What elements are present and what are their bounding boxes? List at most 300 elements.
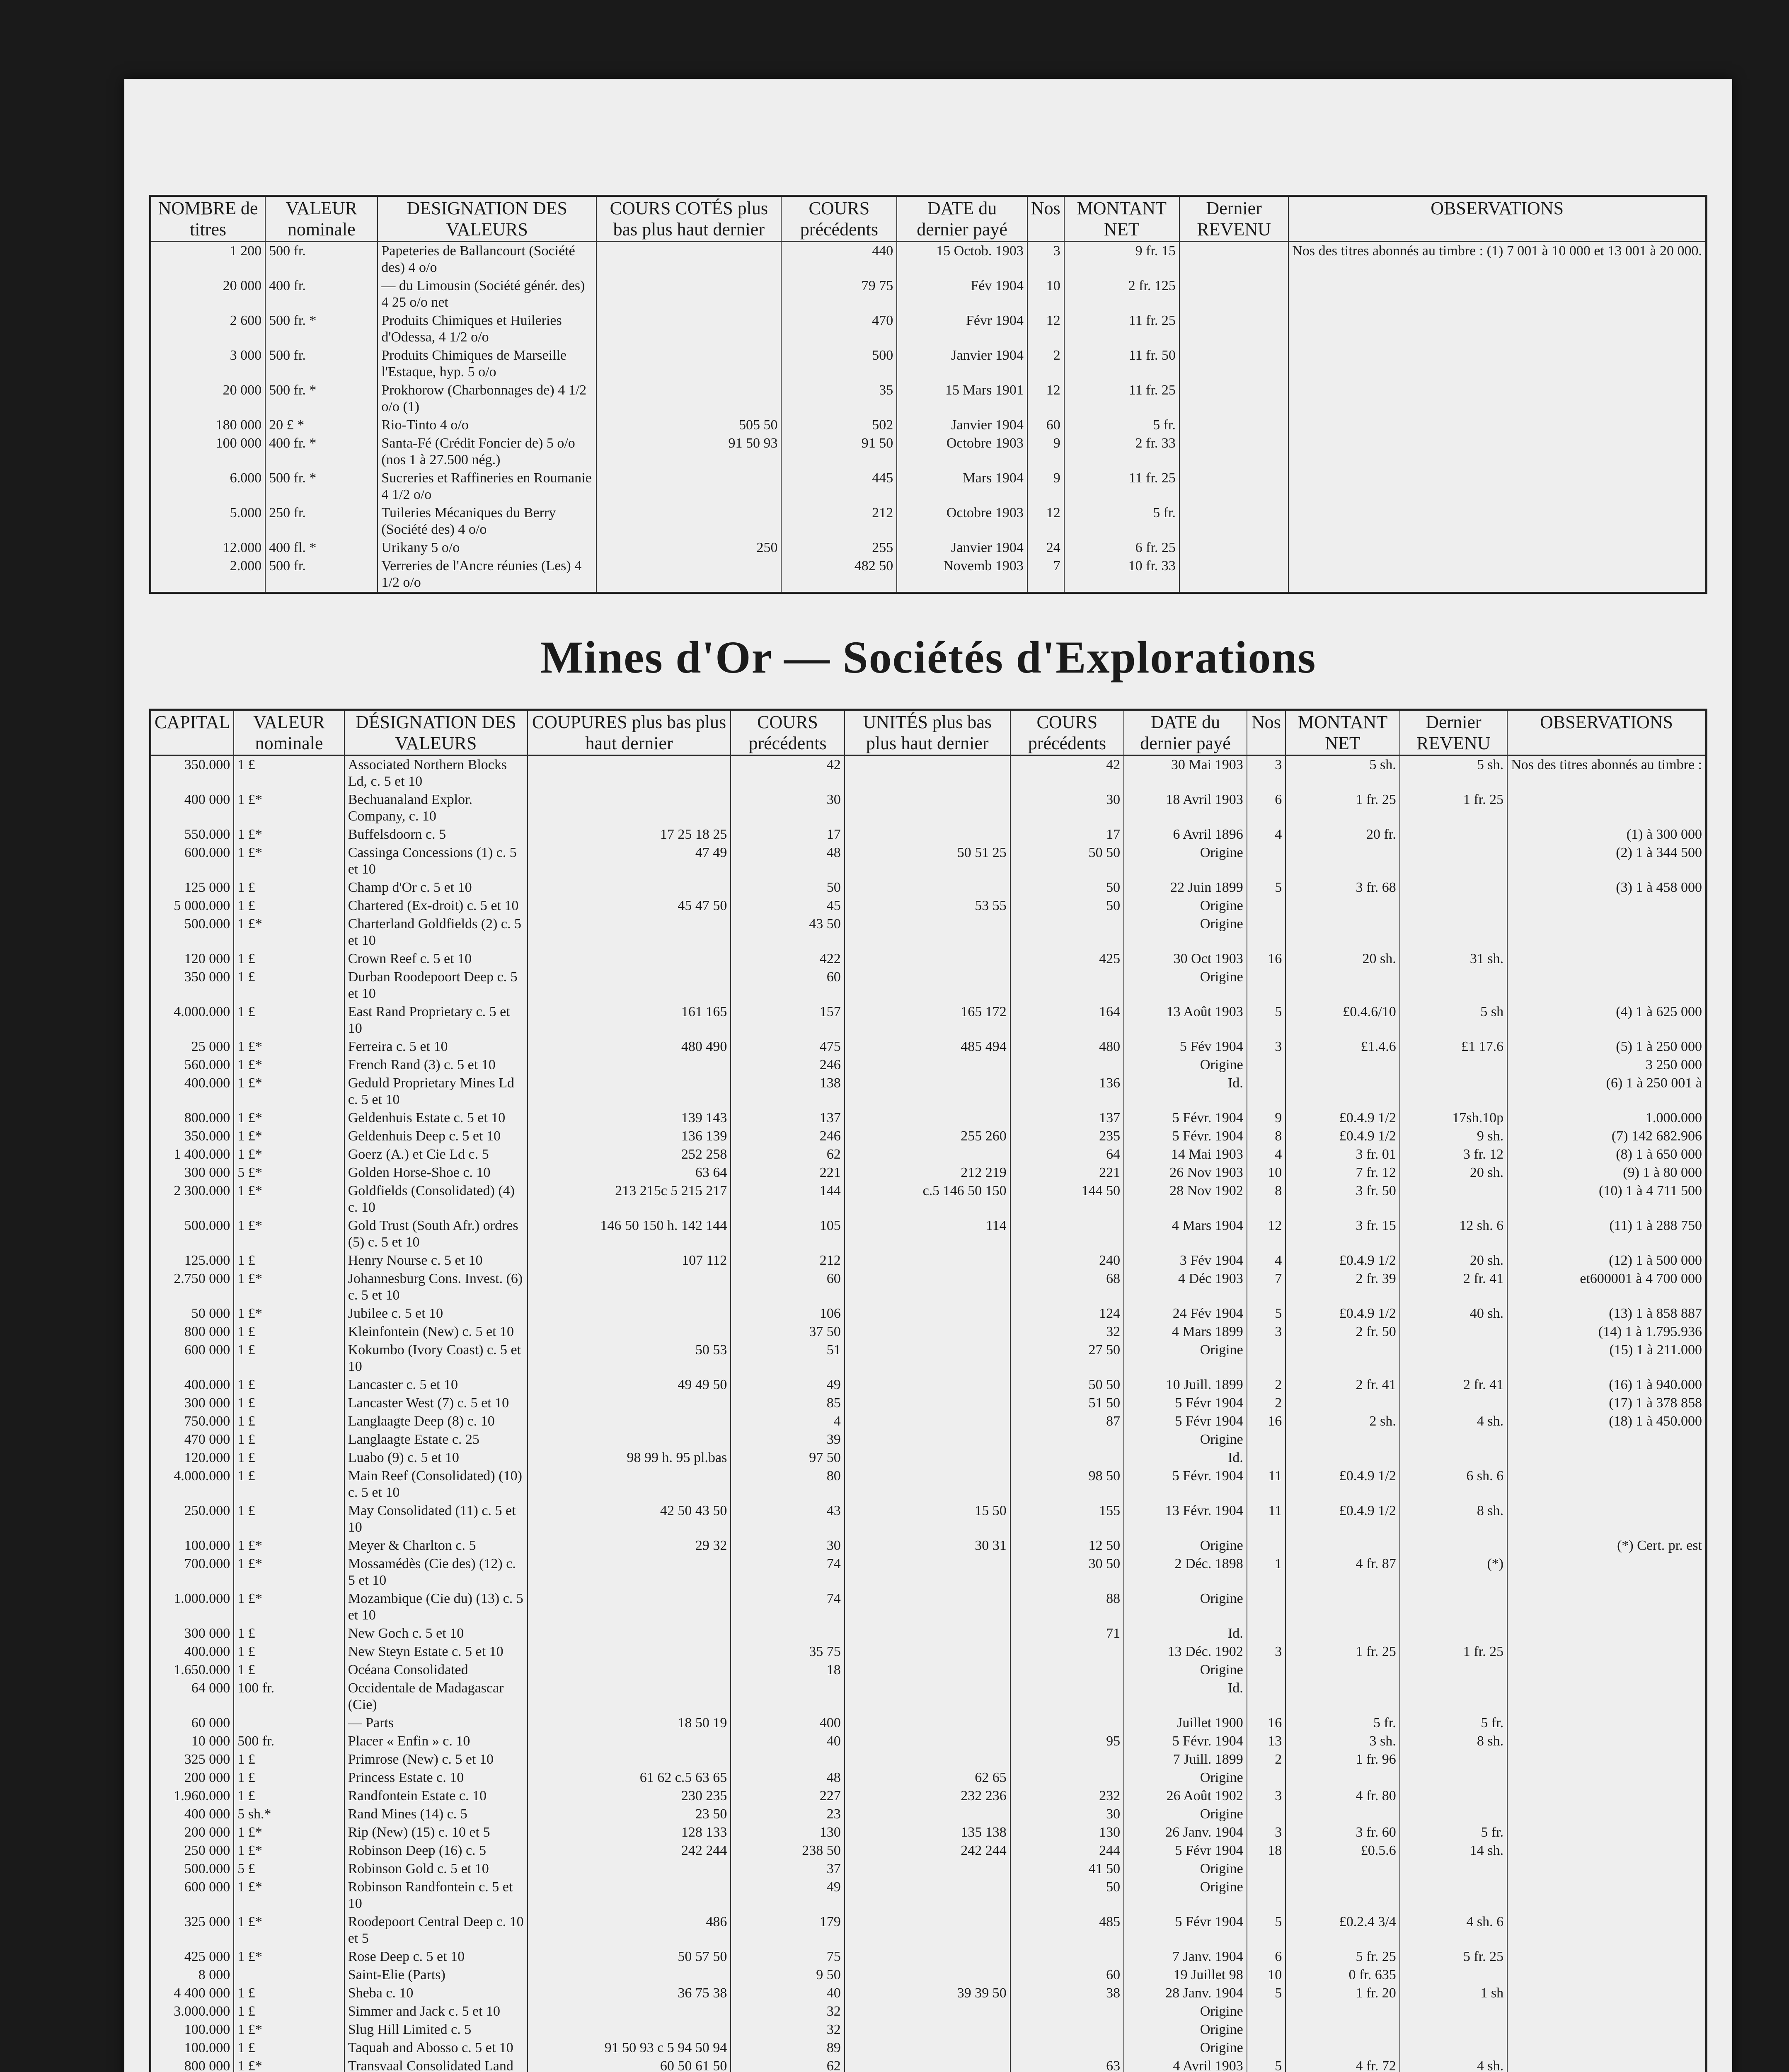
mine-cell: 7 fr. 12 — [1285, 1164, 1399, 1182]
mine-cell: 1 £ — [234, 1431, 344, 1449]
mine-cell — [1507, 950, 1706, 968]
mine-cell: 5 — [1247, 1003, 1286, 1038]
mine-cell — [1507, 2021, 1706, 2039]
mine-cell: 5 fr. — [1400, 1823, 1507, 1842]
mine-cell: 137 — [731, 1109, 844, 1127]
mine-cell: 480 — [1010, 1038, 1124, 1056]
mine-cell: 1 £* — [234, 1878, 344, 1913]
mine-cell: 4 — [1247, 1251, 1286, 1270]
mine-cell: 61 62 c.5 63 65 — [528, 1769, 731, 1787]
mine-cell — [1010, 1056, 1124, 1074]
mine-cell — [1247, 1624, 1286, 1643]
mine-row — [150, 897, 1707, 915]
mine-cell: 49 49 50 — [528, 1376, 731, 1394]
mine-cell — [528, 1323, 731, 1341]
mine-cell: Origine — [1124, 2002, 1247, 2021]
mine-cell: £0.5.6 — [1285, 1842, 1399, 1860]
mine-cell — [1507, 1590, 1706, 1624]
mine-cell: Kleinfontein (New) c. 5 et 10 — [344, 1323, 528, 1341]
mine-cell — [1400, 1661, 1507, 1679]
mine-cell: 14 Mai 1903 — [1124, 1145, 1247, 1164]
mine-cell: 106 — [731, 1305, 844, 1323]
mine-cell: 42 50 43 50 — [528, 1502, 731, 1537]
mine-cell — [528, 950, 731, 968]
mine-cell: 5 sh. — [1400, 755, 1507, 791]
mine-cell: 4 fr. 72 — [1285, 2057, 1399, 2072]
mine-cell — [1400, 1431, 1507, 1449]
top-cell: 2 fr. 125 — [1064, 277, 1179, 312]
mine-cell: 3 fr. 15 — [1285, 1217, 1399, 1251]
top-cell — [596, 557, 781, 593]
mine-cell: 3 — [1247, 755, 1286, 791]
mine-cell: (5) 1 à 250 000 — [1507, 1038, 1706, 1056]
mine-cell: 4 — [731, 1412, 844, 1431]
top-cell: 20 000 — [150, 277, 266, 312]
mine-cell: 32 — [731, 2002, 844, 2021]
mine-cell: 1 £* — [234, 1590, 344, 1624]
mine-cell: 3 sh. — [1285, 1732, 1399, 1750]
top-cell: 400 fr. * — [265, 434, 378, 469]
mine-cell: 1 £ — [234, 1251, 344, 1270]
mine-cell: 232 236 — [845, 1787, 1010, 1805]
mine-cell: Charterland Goldfields (2) c. 5 et 10 — [344, 915, 528, 950]
mine-cell: 350.000 — [150, 755, 234, 791]
mine-cell: (7) 142 682.906 — [1507, 1127, 1706, 1145]
mine-cell: Transvaal Consolidated Land — [344, 2057, 528, 2072]
mine-cell: 1 £* — [234, 1145, 344, 1164]
mine-cell: 221 — [1010, 1164, 1124, 1182]
mine-cell: 1 £ — [234, 897, 344, 915]
mine-cell: £0.4.9 1/2 — [1285, 1127, 1399, 1145]
top-cell: Tuileries Mécaniques du Berry (Société des) 4 o/o — [378, 504, 596, 539]
mine-cell: 3 — [1247, 1643, 1286, 1661]
mine-row — [150, 1217, 1707, 1251]
top-cell: 7 — [1027, 557, 1064, 593]
mine-cell — [1010, 1449, 1124, 1467]
mine-cell: 212 — [731, 1251, 844, 1270]
mine-cell: 486 — [528, 1913, 731, 1948]
mine-cell — [845, 879, 1010, 897]
mine-cell: May Consolidated (11) c. 5 et 10 — [344, 1502, 528, 1537]
mine-cell — [1285, 1661, 1399, 1679]
mine-cell: 32 — [1010, 1323, 1124, 1341]
mine-cell: 1 £* — [234, 1913, 344, 1948]
mine-cell: 1 £ — [234, 1003, 344, 1038]
top-cell — [596, 346, 781, 381]
mine-row — [150, 1643, 1707, 1661]
col-montant: MONTANT NET — [1064, 196, 1179, 242]
mine-cell — [234, 1714, 344, 1732]
mine-cell — [1285, 1394, 1399, 1412]
mine-cell: 130 — [1010, 1823, 1124, 1842]
mine-cell: 10 Juill. 1899 — [1124, 1376, 1247, 1394]
mine-cell: Bechuanaland Explor. Company, c. 10 — [344, 791, 528, 825]
top-cell — [1179, 539, 1288, 557]
mine-cell: 137 — [1010, 1109, 1124, 1127]
mine-row — [150, 1003, 1707, 1038]
mine-row — [150, 2002, 1707, 2021]
mine-cell: 16 — [1247, 950, 1286, 968]
mine-cell: 50 51 25 — [845, 844, 1010, 879]
top-cell: 2 — [1027, 346, 1064, 381]
top-cell — [596, 277, 781, 312]
mine-cell: 1 £* — [234, 1823, 344, 1842]
mine-row — [150, 1323, 1707, 1341]
mine-cell: 138 — [731, 1074, 844, 1109]
mine-cell — [1247, 1056, 1286, 1074]
top-cell: 20 000 — [150, 381, 266, 416]
mine-cell: 14 sh. — [1400, 1842, 1507, 1860]
top-cell: 5.000 — [150, 504, 266, 539]
top-cell: 2.000 — [150, 557, 266, 593]
col-designation: DESIGNATION DES VALEURS — [378, 196, 596, 242]
mine-cell — [528, 968, 731, 1003]
mine-cell: 27 50 — [1010, 1341, 1124, 1376]
mine-cell: 42 — [731, 755, 844, 791]
mine-cell: 550.000 — [150, 825, 234, 844]
mine-cell: et600001 à 4 700 000 — [1507, 1270, 1706, 1305]
mine-cell: 50 50 — [1010, 844, 1124, 879]
mine-cell: 125 000 — [150, 879, 234, 897]
mine-cell: Id. — [1124, 1624, 1247, 1643]
mine-cell: (3) 1 à 458 000 — [1507, 879, 1706, 897]
mine-cell: 1 £* — [234, 791, 344, 825]
mine-cell — [845, 1750, 1010, 1769]
top-cell: 470 — [781, 312, 897, 346]
top-cell: Octobre 1903 — [897, 434, 1027, 469]
mine-row — [150, 1823, 1707, 1842]
mine-cell: Id. — [1124, 1679, 1247, 1714]
top-cell: 91 50 — [781, 434, 897, 469]
top-cell: Papeteries de Ballancourt (Société des) 4 o/o — [378, 242, 596, 277]
mine-cell: 2 fr. 41 — [1400, 1270, 1507, 1305]
mine-cell — [1507, 1769, 1706, 1787]
mine-cell — [1010, 1714, 1124, 1732]
top-cell: 500 fr. * — [265, 469, 378, 504]
mine-cell: 5 Févr 1904 — [1124, 1394, 1247, 1412]
mine-cell — [1400, 2002, 1507, 2021]
mine-cell — [1400, 1182, 1507, 1217]
mine-cell: 144 — [731, 1182, 844, 1217]
mine-cell: (17) 1 à 378 858 — [1507, 1394, 1706, 1412]
mine-cell: 49 — [731, 1376, 844, 1394]
top-cell — [596, 469, 781, 504]
top-cell: 500 fr. * — [265, 381, 378, 416]
mine-cell: Origine — [1124, 1537, 1247, 1555]
top-cell — [1179, 434, 1288, 469]
mine-cell — [1247, 1661, 1286, 1679]
top-cell: Santa-Fé (Crédit Foncier de) 5 o/o (nos 1 à 27.500 nég.) — [378, 434, 596, 469]
mine-cell — [1247, 2021, 1286, 2039]
mine-cell — [1010, 1750, 1124, 1769]
mine-cell: 4 Avril 1903 — [1124, 2057, 1247, 2072]
mine-cell: 39 39 50 — [845, 1984, 1010, 2002]
mine-cell — [845, 1860, 1010, 1878]
mine-cell — [1507, 1913, 1706, 1948]
mine-cell: 4 400 000 — [150, 1984, 234, 2002]
mine-cell — [1507, 1805, 1706, 1823]
mine-cell — [1507, 915, 1706, 950]
mine-cell: 136 139 — [528, 1127, 731, 1145]
top-cell — [596, 312, 781, 346]
top-cell: Fév 1904 — [897, 277, 1027, 312]
top-table — [149, 195, 1707, 594]
top-cell: 60 — [1027, 416, 1064, 434]
top-cell — [1288, 416, 1706, 434]
top-cell: 5 fr. — [1064, 504, 1179, 539]
col-coupon-date: DATE du dernier payé — [897, 196, 1027, 242]
mine-cell: 1 £* — [234, 1270, 344, 1305]
mine-cell: 18 — [1247, 1842, 1286, 1860]
mine-cell — [1400, 2021, 1507, 2039]
top-cell: 400 fl. * — [265, 539, 378, 557]
mine-cell: 40 — [731, 1732, 844, 1750]
mine-cell — [845, 1467, 1010, 1502]
mine-cell: 600.000 — [150, 844, 234, 879]
mine-cell: 1 £* — [234, 1056, 344, 1074]
col-cours-prec: COURS précédents — [781, 196, 897, 242]
mine-cell: 18 — [731, 1661, 844, 1679]
mine-cell: 88 — [1010, 1590, 1124, 1624]
top-cell: 12 — [1027, 504, 1064, 539]
mine-cell — [1285, 1878, 1399, 1913]
mine-cell — [1507, 1750, 1706, 1769]
mine-cell — [1400, 1624, 1507, 1643]
mine-cell: 213 215c 5 215 217 — [528, 1182, 731, 1217]
m-col-valeur: VALEUR nominale — [234, 710, 344, 755]
mine-cell: Johannesburg Cons. Invest. (6) c. 5 et 10 — [344, 1270, 528, 1305]
mine-cell: 50 53 — [528, 1341, 731, 1376]
mine-cell — [1507, 2002, 1706, 2021]
mine-cell: 38 — [1010, 1984, 1124, 2002]
mine-cell: 350.000 — [150, 1127, 234, 1145]
top-cell: 11 fr. 25 — [1064, 381, 1179, 416]
mine-cell: 28 Nov 1902 — [1124, 1182, 1247, 1217]
top-cell: 35 — [781, 381, 897, 416]
mine-cell: 100.000 — [150, 1537, 234, 1555]
mine-cell: 2 fr. 41 — [1400, 1376, 1507, 1394]
mine-cell — [845, 1341, 1010, 1376]
mine-cell: 221 — [731, 1164, 844, 1182]
mine-cell: 400 000 — [150, 1805, 234, 1823]
mine-cell: 1 £ — [234, 1661, 344, 1679]
top-cell: 502 — [781, 416, 897, 434]
m-col-montant: MONTANT NET — [1285, 710, 1399, 755]
mine-cell: 3 fr. 60 — [1285, 1823, 1399, 1842]
mine-cell: 5 Févr 1904 — [1124, 1842, 1247, 1860]
top-cell: 79 75 — [781, 277, 897, 312]
mine-row — [150, 1913, 1707, 1948]
mine-cell: 422 — [731, 950, 844, 968]
mine-cell — [1507, 1643, 1706, 1661]
top-cell: 9 — [1027, 469, 1064, 504]
mine-cell: 17 25 18 25 — [528, 825, 731, 844]
mine-cell — [1285, 2039, 1399, 2057]
mine-cell: 400 — [731, 1714, 844, 1732]
mine-cell: 1 £* — [234, 1305, 344, 1323]
mine-cell: 63 — [1010, 2057, 1124, 2072]
mine-cell: 100 fr. — [234, 1679, 344, 1714]
top-cell — [1288, 346, 1706, 381]
mine-cell — [1247, 1878, 1286, 1913]
mine-cell: 50 000 — [150, 1305, 234, 1323]
mine-cell — [1285, 1769, 1399, 1787]
mine-cell: 6 sh. 6 — [1400, 1467, 1507, 1502]
mine-cell — [528, 1679, 731, 1714]
mine-cell — [845, 1624, 1010, 1643]
mine-cell — [1400, 1750, 1507, 1769]
mine-cell: 1 £* — [234, 1109, 344, 1127]
mine-cell: 146 50 150 h. 142 144 — [528, 1217, 731, 1251]
mine-cell: 1 £ — [234, 1643, 344, 1661]
mine-cell: 18 Avril 1903 — [1124, 791, 1247, 825]
mine-cell — [845, 1590, 1010, 1624]
mine-cell: 62 — [731, 1145, 844, 1164]
mine-cell: 3 Fév 1904 — [1124, 1251, 1247, 1270]
mine-cell: 2 fr. 50 — [1285, 1323, 1399, 1341]
mine-row — [150, 1624, 1707, 1643]
mine-cell — [1285, 844, 1399, 879]
mine-cell: 5 Févr. 1904 — [1124, 1109, 1247, 1127]
mine-cell — [845, 1431, 1010, 1449]
mine-row — [150, 1750, 1707, 1769]
mine-cell: 10 000 — [150, 1732, 234, 1750]
mine-cell: 100.000 — [150, 2039, 234, 2057]
mine-cell — [1507, 1502, 1706, 1537]
mine-cell — [1247, 1805, 1286, 1823]
mine-cell: 49 — [731, 1878, 844, 1913]
top-cell: 15 Mars 1901 — [897, 381, 1027, 416]
mine-cell: 105 — [731, 1217, 844, 1251]
mine-cell: 50 — [1010, 879, 1124, 897]
mine-row — [150, 1714, 1707, 1732]
top-cell — [1179, 381, 1288, 416]
mine-cell — [1400, 1074, 1507, 1109]
top-cell: 500 fr. — [265, 242, 378, 277]
mine-cell — [1507, 1555, 1706, 1590]
col-nombre: NOMBRE de titres — [150, 196, 266, 242]
mine-cell — [845, 1679, 1010, 1714]
mine-cell: Primrose (New) c. 5 et 10 — [344, 1750, 528, 1769]
mine-cell: 11 — [1247, 1467, 1286, 1502]
mine-cell: 107 112 — [528, 1251, 731, 1270]
top-cell: 10 fr. 33 — [1064, 557, 1179, 593]
mine-cell: 68 — [1010, 1270, 1124, 1305]
mine-cell — [1507, 968, 1706, 1003]
mine-row — [150, 1270, 1707, 1305]
mine-cell: 63 64 — [528, 1164, 731, 1182]
mine-cell: 238 50 — [731, 1842, 844, 1860]
mine-cell — [528, 755, 731, 791]
mine-cell: 1 £* — [234, 915, 344, 950]
mine-cell: (8) 1 à 650 000 — [1507, 1145, 1706, 1164]
mine-cell — [1507, 1966, 1706, 1984]
top-cell: Rio-Tinto 4 o/o — [378, 416, 596, 434]
mine-cell: 2 fr. 41 — [1285, 1376, 1399, 1394]
mine-cell: 30 — [1010, 791, 1124, 825]
mine-cell: 1 £* — [234, 1948, 344, 1966]
mine-cell: 1 £* — [234, 1842, 344, 1860]
mine-cell: 5 fr. — [1400, 1714, 1507, 1732]
mine-cell — [845, 1913, 1010, 1948]
mine-cell — [1247, 1449, 1286, 1467]
mine-cell: 30 — [1010, 1805, 1124, 1823]
m-col-cours2: COURS précédents — [1010, 710, 1124, 755]
top-cell: 11 fr. 25 — [1064, 469, 1179, 504]
mine-cell: 5 — [1247, 2057, 1286, 2072]
mine-cell: 40 sh. — [1400, 1305, 1507, 1323]
mine-cell: Sheba c. 10 — [344, 1984, 528, 2002]
mine-cell — [1507, 1823, 1706, 1842]
top-cell: 255 — [781, 539, 897, 557]
mine-cell: 500.000 — [150, 915, 234, 950]
mine-cell: 43 50 — [731, 915, 844, 950]
mine-cell — [1010, 1431, 1124, 1449]
top-row — [150, 434, 1707, 469]
mine-cell — [845, 1449, 1010, 1467]
mine-cell: £0.4.9 1/2 — [1285, 1109, 1399, 1127]
top-row — [150, 557, 1707, 593]
mine-cell — [1285, 2021, 1399, 2039]
top-cell: 3 000 — [150, 346, 266, 381]
mine-cell — [1507, 1860, 1706, 1878]
col-valeur: VALEUR nominale — [265, 196, 378, 242]
mine-cell — [1400, 1056, 1507, 1074]
mine-cell: Origine — [1124, 1769, 1247, 1787]
mine-cell: 5 Févr 1904 — [1124, 1913, 1247, 1948]
mine-cell: 64 000 — [150, 1679, 234, 1714]
mine-cell: Id. — [1124, 1449, 1247, 1467]
top-cell — [596, 381, 781, 416]
mine-cell: 120.000 — [150, 1449, 234, 1467]
mine-cell: 5 Févr. 1904 — [1124, 1127, 1247, 1145]
mine-cell: 164 — [1010, 1003, 1124, 1038]
mine-cell: 300 000 — [150, 1624, 234, 1643]
top-cell: Nos des titres abonnés au timbre : (1) 7 001 à 10 000 et 13 001 à 20 000. — [1288, 242, 1706, 277]
mine-cell: 8 sh. — [1400, 1732, 1507, 1750]
mine-cell: Juillet 1900 — [1124, 1714, 1247, 1732]
mine-cell: 1 fr. 96 — [1285, 1750, 1399, 1769]
mine-row — [150, 1305, 1707, 1323]
mine-cell — [1010, 1769, 1124, 1787]
mine-cell — [1507, 1878, 1706, 1913]
mine-cell: 89 — [731, 2039, 844, 2057]
mine-cell: 5 £* — [234, 1164, 344, 1182]
top-cell — [1179, 557, 1288, 593]
mine-cell: 325 000 — [150, 1913, 234, 1948]
mine-cell: 4 fr. 87 — [1285, 1555, 1399, 1590]
mine-cell: 212 219 — [845, 1164, 1010, 1182]
mine-cell: 30 — [731, 1537, 844, 1555]
mine-cell: 246 — [731, 1127, 844, 1145]
mine-cell — [528, 1661, 731, 1679]
mine-cell: 60 — [731, 1270, 844, 1305]
mine-cell: 230 235 — [528, 1787, 731, 1805]
mine-cell: Mossamédès (Cie des) (12) c. 5 et 10 — [344, 1555, 528, 1590]
mine-cell — [234, 1966, 344, 1984]
top-cell: 11 fr. 50 — [1064, 346, 1179, 381]
mine-cell: Id. — [1124, 1074, 1247, 1109]
mine-cell — [845, 2002, 1010, 2021]
mine-cell — [1285, 1860, 1399, 1878]
mine-cell: 400.000 — [150, 1376, 234, 1394]
mine-cell: (15) 1 à 211.000 — [1507, 1341, 1706, 1376]
mine-cell — [528, 1056, 731, 1074]
mine-row — [150, 2039, 1707, 2057]
mine-cell: 15 50 — [845, 1502, 1010, 1537]
mine-cell — [1507, 791, 1706, 825]
mine-cell — [845, 1412, 1010, 1431]
